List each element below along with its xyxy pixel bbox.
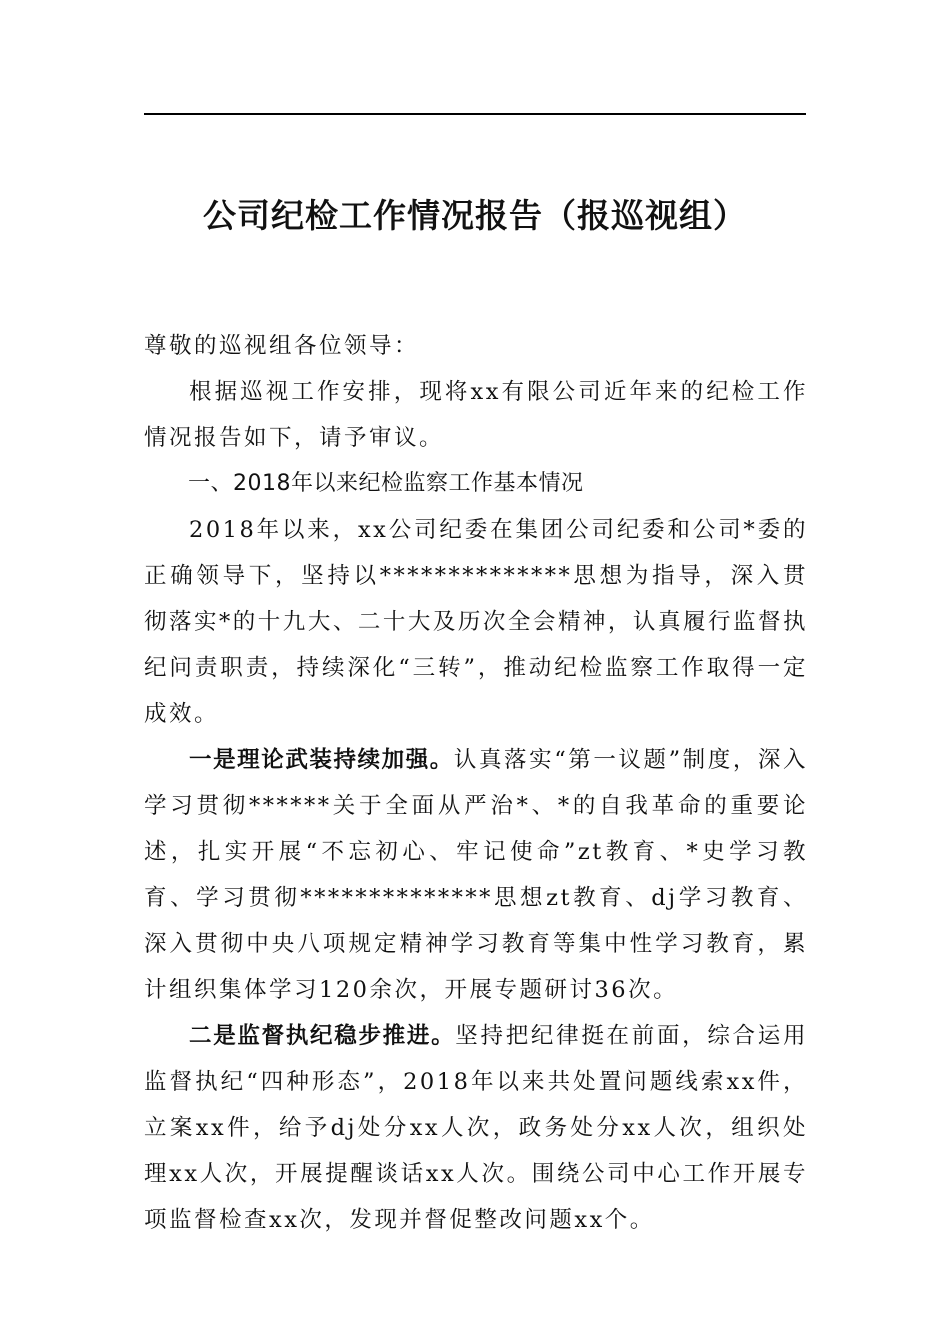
document-body bbox=[144, 323, 808, 1243]
document-title: 公司纪检工作情况报告（报巡视组） bbox=[203, 196, 747, 235]
point-1-text: 认真落实“第一议题”制度，深入学习贯彻******关于全面从严治*、*的自我革命的重要论述，扎实开展“不忘初心、牢记使命”zt教育、*史学习教育、学习贯彻**************思想zt教育、dj学习教育、深入贯彻中央八项规定精神学习教育等集中性学习教育，累计组织集体学习120余次，开展专题研讨36次。 bbox=[144, 747, 808, 1003]
point-2-lead: 二是监督执纪稳步推进。 bbox=[189, 1023, 456, 1049]
section-heading: 一、2018年以来纪检监察工作基本情况 bbox=[188, 471, 584, 496]
header-rule bbox=[144, 113, 806, 115]
point-1-paragraph bbox=[144, 737, 808, 1013]
point-2-paragraph bbox=[144, 1013, 808, 1243]
intro-paragraph: 根据巡视工作安排，现将xx有限公司近年来的纪检工作情况报告如下，请予审议。 bbox=[144, 379, 808, 451]
section-paragraph: 2018年以来，xx公司纪委在集团公司纪委和公司*委的正确领导下，坚持以**************思想为指导，深入贯彻落实*的十九大、二十大及历次全会精神，认真履行监督执纪问责职责，持续深化“三转”，推动纪检监察工作取得一定成效。 bbox=[144, 517, 808, 727]
point-1-lead: 一是理论武装持续加强。 bbox=[189, 747, 454, 773]
point-2-text: 坚持把纪律挺在前面，综合运用监督执纪“四种形态”，2018年以来共处置问题线索xx件，立案xx件，给予dj处分xx人次，政务处分xx人次，组织处理xx人次，开展提醒谈话xx人次。围绕公司中心工作开展专项监督检查xx次，发现并督促整改问题xx个。 bbox=[144, 1023, 808, 1233]
salutation: 尊敬的巡视组各位领导： bbox=[144, 333, 420, 359]
